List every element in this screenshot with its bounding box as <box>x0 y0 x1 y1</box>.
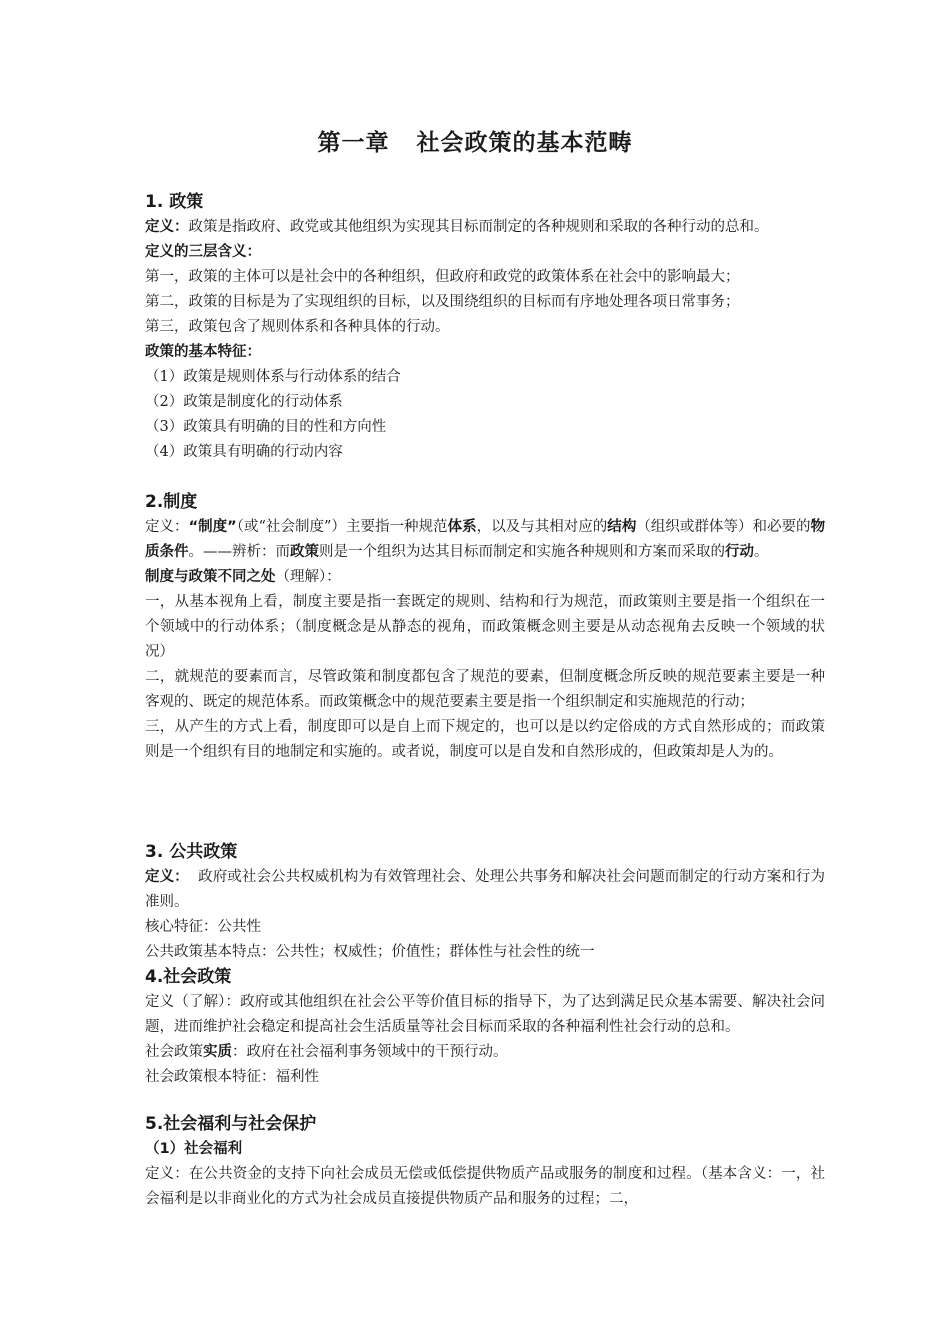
section-welfare <box>145 1112 825 1212</box>
difference-item: 三，从产生的方式上看，制度即可以是自上而下规定的，也可以是以约定俗成的方式自然形成的；而政策则是一个组织有目的地制定和实施的。或者说，制度可以是自发和自然形成的，但政策却是人为的。 <box>145 719 825 760</box>
section-heading-4: 4.社会政策 <box>145 967 232 987</box>
text-span: （或“社会制度”）主要指一种规范 <box>236 519 448 535</box>
bold-term: 政策 <box>290 544 319 560</box>
feature-item: （4）政策具有明确的行动内容 <box>145 444 343 460</box>
differences-label <box>145 565 825 590</box>
meaning-item: 第三，政策包含了规则体系和各种具体的行动。 <box>145 319 450 335</box>
text-span: （组织或群体等）和必要的 <box>636 519 811 535</box>
institution-definition <box>145 515 825 565</box>
core-feature: 核心特征：公共性 <box>145 919 261 935</box>
chapter-title: 第一章 社会政策的基本范畴 <box>317 130 633 156</box>
text-span: ：政府在社会福利事务领域中的干预行动。 <box>232 1044 508 1060</box>
section-heading-3: 3. 公共政策 <box>145 842 238 862</box>
section-heading-2: 2.制度 <box>145 492 198 512</box>
bold-term: 结构 <box>607 519 637 535</box>
meaning-item: 第二，政策的目标是为了实现组织的目标，以及围绕组织的目标而有序地处理各项日常事务； <box>145 294 740 310</box>
definition-text: 政策是指政府、政党或其他组织为实现其目标而制定的各种规则和采取的各种行动的总和。 <box>188 219 769 235</box>
public-policy-definition <box>145 865 825 915</box>
text-span: 定义： <box>145 519 189 535</box>
policy-definition <box>145 215 825 240</box>
section-policy <box>145 190 825 465</box>
welfare-definition: 定义：在公共资金的支持下向社会成员无偿或低偿提供物质产品或服务的制度和过程。（基本含义：一，社会福利是以非商业化的方式为社会成员直接提供物质产品和服务的过程；二， <box>145 1166 825 1207</box>
features-label: 政策的基本特征： <box>145 344 261 360</box>
section-public-policy <box>145 840 825 965</box>
subsection-heading: （1）社会福利 <box>145 1141 243 1157</box>
section-heading-5: 5.社会福利与社会保护 <box>145 1114 317 1134</box>
section-institution <box>145 490 825 765</box>
text-span: 。 <box>754 544 769 560</box>
definition-label: 定义： <box>145 869 189 885</box>
feature-item: （1）政策是规则体系与行动体系的结合 <box>145 369 401 385</box>
definition-label: 定义： <box>145 219 189 235</box>
difference-item: 二，就规范的要素而言，尽管政策和制度都包含了规范的要素，但制度概念所反映的规范要素主要是一种客观的、既定的规范体系。而政策概念中的规范要素主要是指一个组织制定和实施规范的行动； <box>145 669 825 710</box>
social-policy-essence <box>145 1040 825 1065</box>
bold-term: 体系 <box>447 519 477 535</box>
meaning-item: 第一，政策的主体可以是社会中的各种组织，但政府和政党的政策体系在社会中的影响最大； <box>145 269 740 285</box>
social-policy-definition: 定义（了解）：政府或其他组织在社会公平等价值目标的指导下，为了达到满足民众基本需要、解决社会问题，进而维护社会稳定和提高社会生活质量等社会目标而采取的各种福利性社会行动的总和。 <box>145 994 825 1035</box>
bold-term: 物质条件 <box>145 519 826 560</box>
feature-item: （3）政策具有明确的目的性和方向性 <box>145 419 387 435</box>
feature-item: （2）政策是制度化的行动体系 <box>145 394 343 410</box>
text-span: （理解）： <box>275 569 341 585</box>
root-feature: 社会政策根本特征：福利性 <box>145 1069 319 1085</box>
three-meanings-label: 定义的三层含义： <box>145 244 261 260</box>
text-span: 则是一个组织为达其目标而制定和实施各种规则和方案而采取的 <box>319 544 725 560</box>
section-social-policy <box>145 965 825 1090</box>
definition-text: 政府或社会公共权威机构为有效管理社会、处理公共事务和解决社会问题而制定的行动方案和行为准则。 <box>145 869 826 910</box>
bold-term: “制度” <box>188 519 237 535</box>
difference-item: 一，从基本视角上看，制度主要是指一套既定的规则、结构和行为规范，而政策则主要是指一个组织在一个领域中的行动体系；（制度概念是从静态的视角，而政策概念则主要是从动态视角去反映一个领域的状况） <box>145 594 825 660</box>
bold-term: 制度与政策不同之处 <box>145 569 276 585</box>
section-heading-1: 1. 政策 <box>145 192 204 212</box>
basic-features: 公共政策基本特点：公共性；权威性；价值性；群体性与社会性的统一 <box>145 944 595 960</box>
bold-term: 行动 <box>725 544 754 560</box>
bold-term: 实质 <box>203 1044 232 1060</box>
text-span: ，以及与其相对应的 <box>476 519 608 535</box>
text-span: 社会政策 <box>145 1044 203 1060</box>
text-span: 。——辨析：而 <box>188 544 290 560</box>
